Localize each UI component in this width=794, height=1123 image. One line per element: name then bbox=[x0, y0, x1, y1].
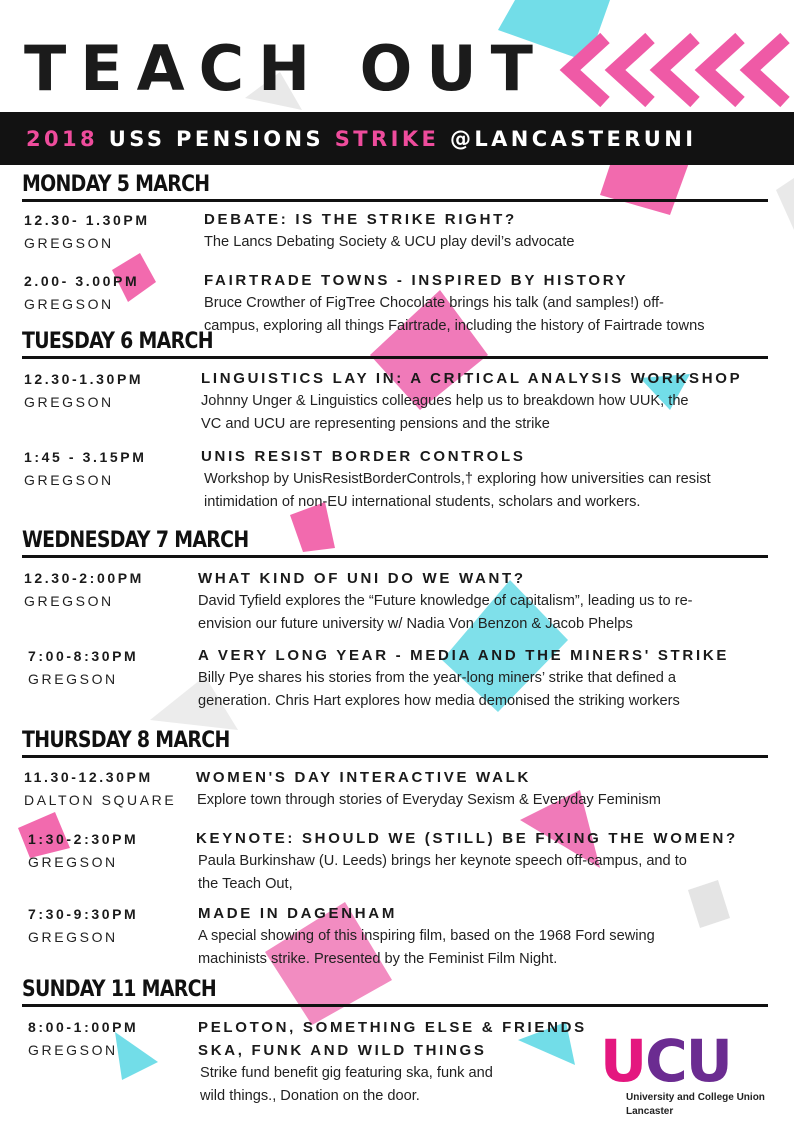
event-description: wild things., Donation on the door. bbox=[200, 1088, 420, 1104]
event-description: Strike fund benefit gig featuring ska, funk and bbox=[200, 1065, 493, 1081]
event-description: A special showing of this inspiring film, based on the 1968 Ford sewing bbox=[198, 928, 655, 944]
event-location: GREGSON bbox=[28, 1042, 118, 1058]
event-location: GREGSON bbox=[28, 671, 118, 687]
event-time: 12.30- 1.30PM bbox=[24, 212, 150, 228]
event-location: GREGSON bbox=[28, 929, 118, 945]
event-description: intimidation of non-EU international students, scholars and workers. bbox=[204, 494, 641, 510]
ucu-logo-mark: UCU bbox=[600, 1027, 731, 1095]
event-description: Billy Pye shares his stories from the year-long miners’ strike that defined a bbox=[198, 670, 677, 686]
event-time: 2.00- 3.00PM bbox=[24, 273, 140, 289]
banner bbox=[0, 112, 794, 165]
event-title: A VERY LONG YEAR - MEDIA AND THE MINERS' STRIKE bbox=[198, 647, 730, 664]
event-title: MADE IN DAGENHAM bbox=[198, 905, 398, 922]
event-location: GREGSON bbox=[24, 593, 114, 609]
grey-shape bbox=[776, 178, 794, 230]
event-description: David Tyfield explores the “Future knowledge of capitalism”, leading us to re- bbox=[198, 593, 693, 609]
cyan-shape bbox=[115, 1032, 158, 1080]
divider bbox=[22, 755, 768, 758]
event-time: 8:00-1:00PM bbox=[28, 1019, 139, 1035]
event-description: Johnny Unger & Linguistics colleagues help us to breakdown how UUK, the bbox=[201, 393, 689, 409]
banner-handle: @LANCASTERUNI bbox=[449, 126, 697, 151]
event-title: FAIRTRADE TOWNS - INSPIRED BY HISTORY bbox=[204, 272, 629, 289]
event-description: Bruce Crowther of FigTree Chocolate brings his talk (and samples!) off- bbox=[204, 295, 664, 311]
event-description: machinists strike. Presented by the Feminist Film Night. bbox=[198, 951, 558, 967]
event-title: KEYNOTE: SHOULD WE (STILL) BE FIXING THE WOMEN? bbox=[196, 830, 738, 847]
ucu-logo-line1: University and College Union bbox=[626, 1092, 765, 1103]
divider bbox=[22, 1004, 768, 1007]
event-description: the Teach Out, bbox=[198, 876, 293, 892]
event-title: WHAT KIND OF UNI DO WE WANT? bbox=[198, 570, 526, 587]
day-title: WEDNESDAY 7 MARCH bbox=[22, 528, 249, 553]
divider bbox=[22, 555, 768, 558]
event-title: WOMEN'S DAY INTERACTIVE WALK bbox=[196, 769, 532, 786]
event-description: campus, exploring all things Fairtrade, including the history of Fairtrade towns bbox=[204, 318, 705, 334]
banner-mid: USS PENSIONS bbox=[108, 126, 325, 151]
event-description: The Lancs Debating Society & UCU play devil’s advocate bbox=[204, 234, 575, 250]
event-title: PELOTON, SOMETHING ELSE & FRIENDS bbox=[198, 1019, 587, 1036]
event-title: UNIS RESIST BORDER CONTROLS bbox=[201, 448, 526, 465]
event-location: DALTON SQUARE bbox=[24, 792, 177, 808]
event-description: envision our future university w/ Nadia Von Benzon & Jacob Phelps bbox=[198, 616, 633, 632]
event-title: LINGUISTICS LAY IN: A CRITICAL ANALYSIS WORKSHOP bbox=[201, 370, 743, 387]
event-time: 7:30-9:30PM bbox=[28, 906, 139, 922]
event-time: 12.30-2:00PM bbox=[24, 570, 144, 586]
day-title: MONDAY 5 MARCH bbox=[22, 172, 210, 197]
event-time: 11.30-12.30PM bbox=[24, 769, 153, 785]
event-time: 7:00-8:30PM bbox=[28, 648, 139, 664]
divider bbox=[22, 356, 768, 359]
event-title: DEBATE: IS THE STRIKE RIGHT? bbox=[204, 211, 517, 228]
day-header-thursday bbox=[22, 730, 768, 758]
event-location: GREGSON bbox=[24, 472, 114, 488]
day-title: SUNDAY 11 MARCH bbox=[22, 977, 217, 1002]
banner-text bbox=[26, 127, 696, 151]
event-subtitle: SKA, FUNK AND WILD THINGS bbox=[198, 1042, 487, 1059]
banner-strike: STRIKE bbox=[334, 126, 440, 151]
ucu-logo-line2: Lancaster bbox=[626, 1106, 674, 1117]
event-time: 1:45 - 3.15PM bbox=[24, 449, 147, 465]
day-title: TUESDAY 6 MARCH bbox=[22, 329, 213, 354]
event-location: GREGSON bbox=[24, 296, 114, 312]
event-description: VC and UCU are representing pensions and the strike bbox=[201, 416, 550, 432]
grey-shape bbox=[688, 880, 730, 928]
event-location: GREGSON bbox=[24, 394, 114, 410]
day-header-tuesday bbox=[22, 331, 768, 359]
day-title: THURSDAY 8 MARCH bbox=[22, 728, 230, 753]
event-description: generation. Chris Hart explores how media demonised the striking workers bbox=[198, 693, 680, 709]
divider bbox=[22, 199, 768, 202]
event-description: Workshop by UnisResistBorderControls,† exploring how universities can resist bbox=[204, 471, 711, 487]
pink-chevrons bbox=[570, 38, 785, 102]
event-time: 12.30-1.30PM bbox=[24, 371, 144, 387]
event-description: Paula Burkinshaw (U. Leeds) brings her keynote speech off-campus, and to bbox=[198, 853, 687, 869]
event-time: 1:30-2:30PM bbox=[28, 831, 139, 847]
page-title: TEACH OUT bbox=[24, 32, 547, 105]
event-location: GREGSON bbox=[28, 854, 118, 870]
event-location: GREGSON bbox=[24, 235, 114, 251]
day-header-wednesday bbox=[22, 530, 768, 558]
day-header-monday bbox=[22, 174, 768, 202]
banner-year: 2018 bbox=[26, 126, 99, 151]
ucu-logo bbox=[600, 1027, 786, 1118]
event-description: Explore town through stories of Everyday Sexism & Everyday Feminism bbox=[197, 792, 661, 808]
day-header-sunday bbox=[22, 979, 768, 1007]
